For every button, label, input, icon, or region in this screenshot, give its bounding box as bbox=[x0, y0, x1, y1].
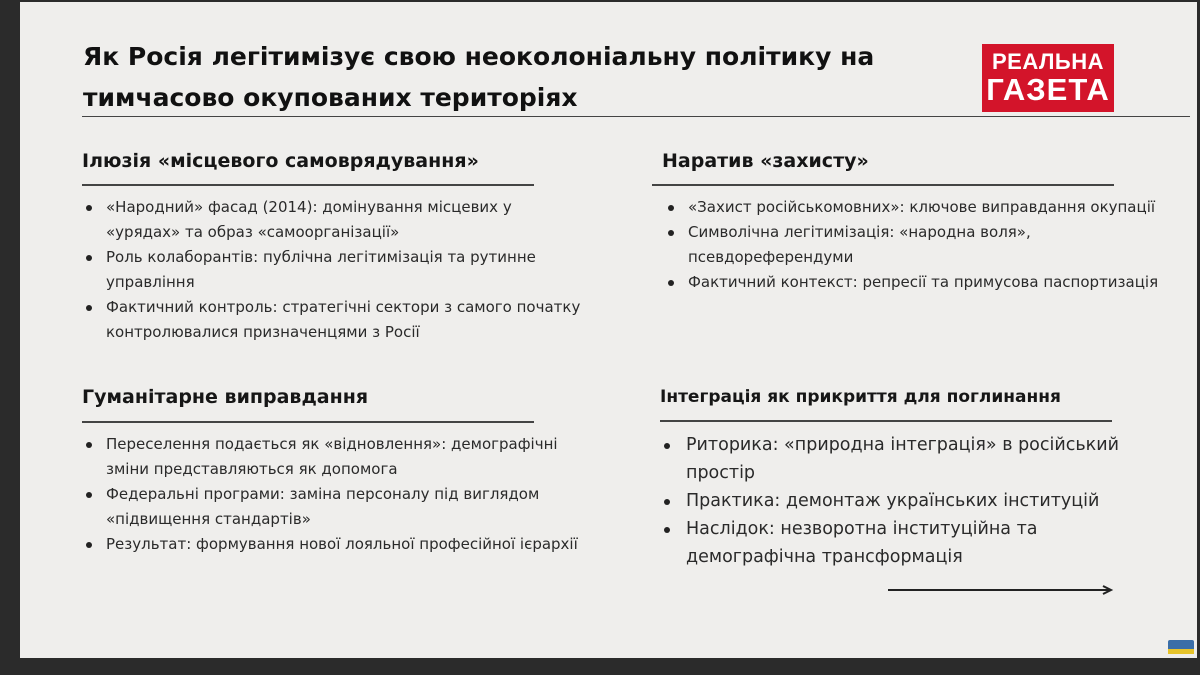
bullet-list bbox=[664, 195, 1172, 295]
list-item: Результат: формування нової лояльної професійної ієрархії bbox=[82, 532, 582, 557]
slide-title: Як Росія легітимізує свою неоколоніальну політику на тимчасово окупованих територіях bbox=[83, 42, 875, 112]
list-item: Переселення подається як «відновлення»: демографічні зміни представляються як допомога bbox=[82, 432, 582, 482]
list-item: Риторика: «природна інтеграція» в російський простір bbox=[660, 431, 1150, 487]
brand-logo bbox=[982, 44, 1114, 112]
slide bbox=[20, 2, 1197, 658]
bullet-list bbox=[82, 432, 582, 557]
logo-line-2: ГАЗЕТА bbox=[986, 72, 1110, 107]
list-item: Символічна легітимізація: «народна воля», псевдореферендуми bbox=[664, 220, 1172, 270]
list-item: Фактичний контекст: репресії та примусова паспортизація bbox=[664, 270, 1172, 295]
logo-line-1: РЕАЛЬНА bbox=[991, 49, 1105, 74]
section-heading: Наратив «захисту» bbox=[652, 147, 1114, 186]
list-item: Роль колаборантів: публічна легітимізація та рутинне управління bbox=[82, 245, 582, 295]
section-heading: Гуманітарне виправдання bbox=[82, 386, 369, 408]
section-heading: Інтеграція як прикриття для поглинання bbox=[660, 383, 1112, 422]
section-protection-narrative bbox=[652, 147, 1172, 295]
channel-badge-icon bbox=[1168, 640, 1194, 654]
list-item: Федеральні програми: заміна персоналу під виглядом «підвищення стандартів» bbox=[82, 482, 582, 532]
list-item: «Народний» фасад (2014): домінування місцевих у «урядах» та образ «самоорганізації» bbox=[82, 195, 582, 245]
bullet-list bbox=[82, 195, 582, 345]
list-item: Наслідок: незворотна інституційна та демографічна трансформація bbox=[660, 515, 1150, 571]
section-humanitarian-justification bbox=[82, 383, 582, 557]
list-item: Практика: демонтаж українських інституцій bbox=[660, 487, 1150, 515]
bullet-list bbox=[660, 431, 1150, 571]
section-heading: Ілюзія «місцевого самоврядування» bbox=[82, 147, 534, 186]
list-item: Фактичний контроль: стратегічні сектори з самого початку контролювалися призначенцями з Росії bbox=[82, 295, 582, 345]
arrow-right-icon bbox=[888, 585, 1116, 595]
section-integration-cover bbox=[660, 383, 1150, 571]
section-local-self-government bbox=[82, 147, 582, 345]
title-divider bbox=[82, 116, 1190, 117]
list-item: «Захист російськомовних»: ключове виправдання окупації bbox=[664, 195, 1172, 220]
section-divider bbox=[82, 421, 534, 423]
